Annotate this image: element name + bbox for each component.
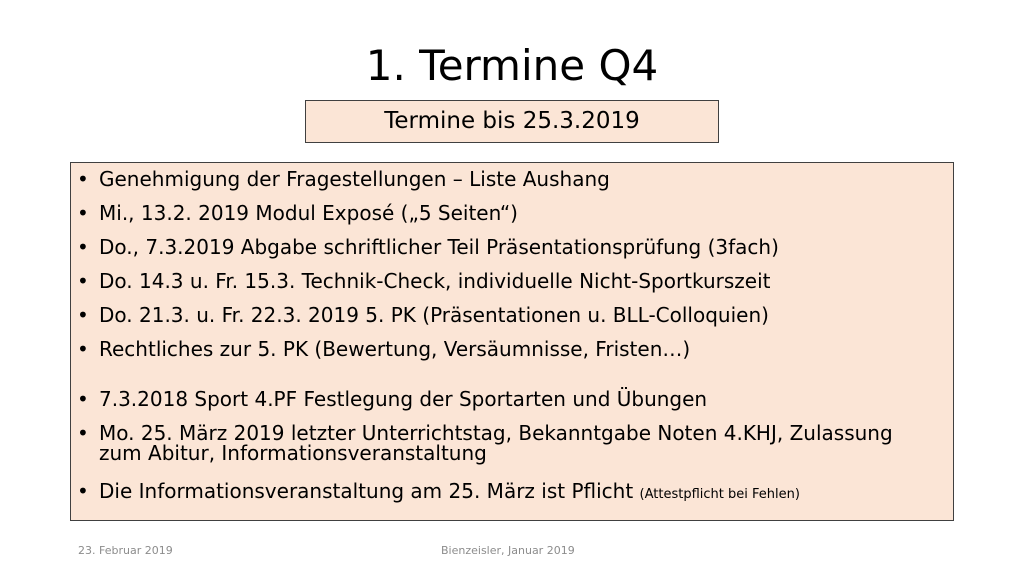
list-item-note: (Attestpflicht bei Fehlen) (639, 487, 800, 502)
bullet-icon: • (77, 479, 89, 503)
list-item-text: Do. 21.3. u. Fr. 22.3. 2019 5. PK (Präsentationen u. BLL-Colloquien) (99, 303, 769, 327)
list-item-text (99, 481, 941, 505)
list-item-text: 7.3.2018 Sport 4.PF Festlegung der Sportarten und Übungen (99, 387, 708, 411)
slide-title: 1. Termine Q4 (365, 41, 659, 90)
list-item-text: Do. 14.3 u. Fr. 15.3. Technik-Check, individuelle Nicht-Sportkurszeit (99, 269, 771, 293)
bullet-icon: • (77, 421, 89, 445)
list-item-text: Mo. 25. März 2019 letzter Unterrichtstag, Bekanntgabe Noten 4.KHJ, Zulassung zum Abitur, Informationsveranstaltung (99, 421, 893, 465)
subtitle-text: Termine bis 25.3.2019 (384, 108, 640, 134)
list-item-main-text: Die Informationsveranstaltung am 25. März ist Pflicht (99, 479, 634, 503)
bullet-icon: • (77, 387, 89, 411)
bullet-icon: • (77, 201, 89, 225)
list-item-text: Mi., 13.2. 2019 Modul Exposé („5 Seiten“) (99, 201, 518, 225)
list-item-text: Genehmigung der Fragestellungen – Liste Aushang (99, 167, 610, 191)
bullet-icon: • (77, 167, 89, 191)
footer-date: 23. Februar 2019 (78, 544, 173, 557)
content-box (70, 162, 954, 521)
bullet-icon: • (77, 235, 89, 259)
footer-author: Bienzeisler, Januar 2019 (441, 544, 575, 557)
subtitle-box (305, 100, 719, 143)
list-item-text: Do., 7.3.2019 Abgabe schriftlicher Teil Präsentationsprüfung (3fach) (99, 235, 779, 259)
list-item-text: Rechtliches zur 5. PK (Bewertung, Versäumnisse, Fristen…) (99, 337, 691, 361)
bullet-icon: • (77, 303, 89, 327)
bullet-icon: • (77, 269, 89, 293)
bullet-icon: • (77, 337, 89, 361)
